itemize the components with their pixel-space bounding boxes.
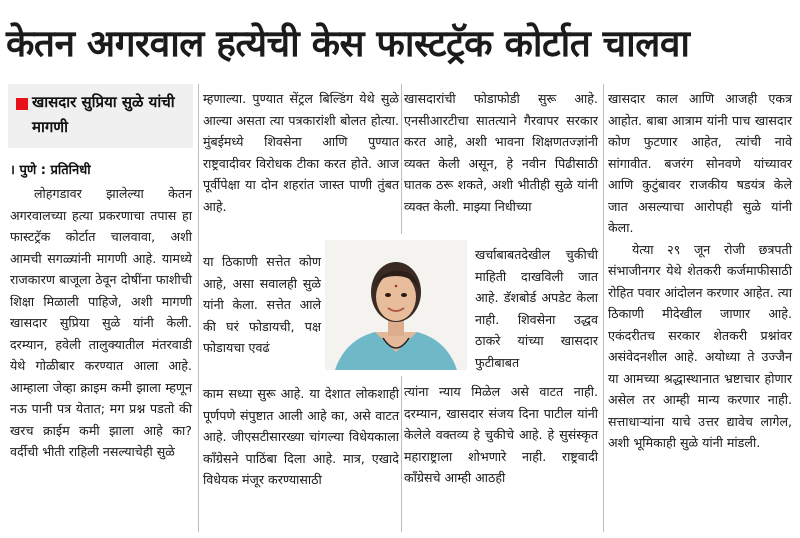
article-column-2-top (203, 88, 399, 217)
article-paragraph: म्हणाल्या. पुण्यात सेंट्रल बिल्डिंग येथे सुळे आल्या असता त्या पत्रकारांशी बोलत होत्या. मुंबईमध्ये शिवसेना आणि पुण्यात राष्ट्रवादीवर विरोधक टीका करत होते. आज पूर्वीपेक्षा या दोन शहरांत जास्त पाणी तुंबत आहे. (203, 91, 399, 214)
article-column-2-middle (203, 251, 321, 359)
article-column-2-bottom (203, 383, 399, 491)
column-divider (198, 84, 199, 532)
headline: केतन अगरवाल हत्येची केस फास्टट्रॅक कोर्टात चालवा (6, 22, 690, 65)
article-paragraph: खर्चाबाबतदेखील चुकीची माहिती दाखविली जात आहे. डॅशबोर्ड अपडेट केला नाही. शिवसेना उद्धव ठाकरे यांच्या खासदार फुटीबाबत (475, 247, 598, 370)
column-divider (603, 84, 604, 532)
article-paragraph: येत्या २९ जून रोजी छत्रपती संभाजीनगर येथे शेतकरी कर्जमाफीसाठी रोहित पवार आंदोलन करणार आहेत. त्या ठिकाणी मीदेखील जाणार आहे. एकंदरीतच सरकार शेतकरी प्रश्नांवर असंवेदनशील आहे. अयोध्या ते उज्जैन या आमच्या श्रद्धास्थानात भ्रष्टाचार होणार असेल तर आम्ही मान्य करणार नाही. सत्ताधाऱ्यांना याचे उत्तर द्यावेच लागेल, अशी भूमिकाही सुळे यांनी मांडली. (608, 241, 792, 450)
article-column-3-middle (475, 244, 598, 373)
kicker-text: खासदार सुप्रिया सुळे यांची मागणी (32, 93, 175, 136)
column-divider (401, 84, 402, 234)
article-column-3-top (404, 88, 598, 217)
article-paragraph: लोहगडावर झालेल्या केतन अगरवालच्या हत्या प्रकरणाचा तपास हा फास्टट्रॅक कोर्टात चालवावा, अशी आमची सगळ्यांनी मागणी आहे. यामध्ये राजकारण बाजूला ठेवून दोषींना फाशीची शिक्षा मिळाली पाहिजे, अशी मागणी खासदार सुप्रिया सुळे यांनी केली. दरम्यान, हवेली तालुक्यातील मंतरवाडी येथे गोळीबार करण्यात आला आहे. आम्हाला जेव्हा क्राइम कमी झाला म्हणून नऊ पानी पत्र येतात; मग प्रश्न पडतो की खरच क्राईम कमी झाला आहे का? वर्दीची भीती राहिली नसल्याचेही सुळे (10, 186, 192, 459)
portrait-illustration (325, 240, 467, 370)
red-square-icon (16, 98, 28, 110)
column-divider (401, 376, 402, 532)
article-paragraph: खासदारांची फोडाफोडी सुरू आहे. एनसीआरटीचा सातत्याने गैरवापर सरकार करत आहे, अशी भावना शिक्षणतज्ज्ञांनी व्यक्त केली असून, हे नवीन पिढीसाठी घातक ठरू शकते, अशी भीतीही सुळे यांनी व्यक्त केली. माझ्या निधीच्या (404, 91, 598, 214)
byline: । पुणे : प्रतिनिधी (10, 163, 91, 178)
portrait-photo (325, 240, 467, 370)
article-paragraph: त्यांना न्याय मिळेल असे वाटत नाही. दरम्यान, खासदार संजय दिना पाटील यांनी केलेले वक्तव्य हे चुकीचे आहे. हे सुसंस्कृत महाराष्ट्राला शोभणारे नाही. राष्ट्रवादी काँग्रेसचे आम्ही आठही (404, 384, 598, 485)
article-paragraph: काम सध्या सुरू आहे. या देशात लोकशाही पूर्णपणे संपुष्टात आली आहे का, असे वाटत आहे. जीएसटीसारख्या चांगल्या विधेयकाला काँग्रेसने पाठिंबा दिला आहे. मात्र, एखादे विधेयक मंजूर करण्यासाठी (203, 386, 399, 487)
kicker-box (8, 84, 193, 148)
article-column-3-bottom (404, 381, 598, 489)
article-column-1 (10, 183, 192, 463)
article-column-4 (608, 88, 792, 454)
article-paragraph: खासदार काल आणि आजही एकत्र आहोत. बाबा आत्राम यांनी पाच खासदार कोण फुटणार आहेत, त्यांची नावे सांगावीत. बजरंग सोनवणे यांच्यावर आणि कुटुंबावर राजकीय षडयंत्र केले जात असल्याचा आरोपही सुळे यांनी केला. (608, 91, 792, 235)
article-paragraph: या ठिकाणी सत्तेत कोण आहे, असा सवालही सुळे यांनी केला. सत्तेत आले की घरं फोडायची, पक्ष फोडायचा एवढं (203, 254, 321, 355)
